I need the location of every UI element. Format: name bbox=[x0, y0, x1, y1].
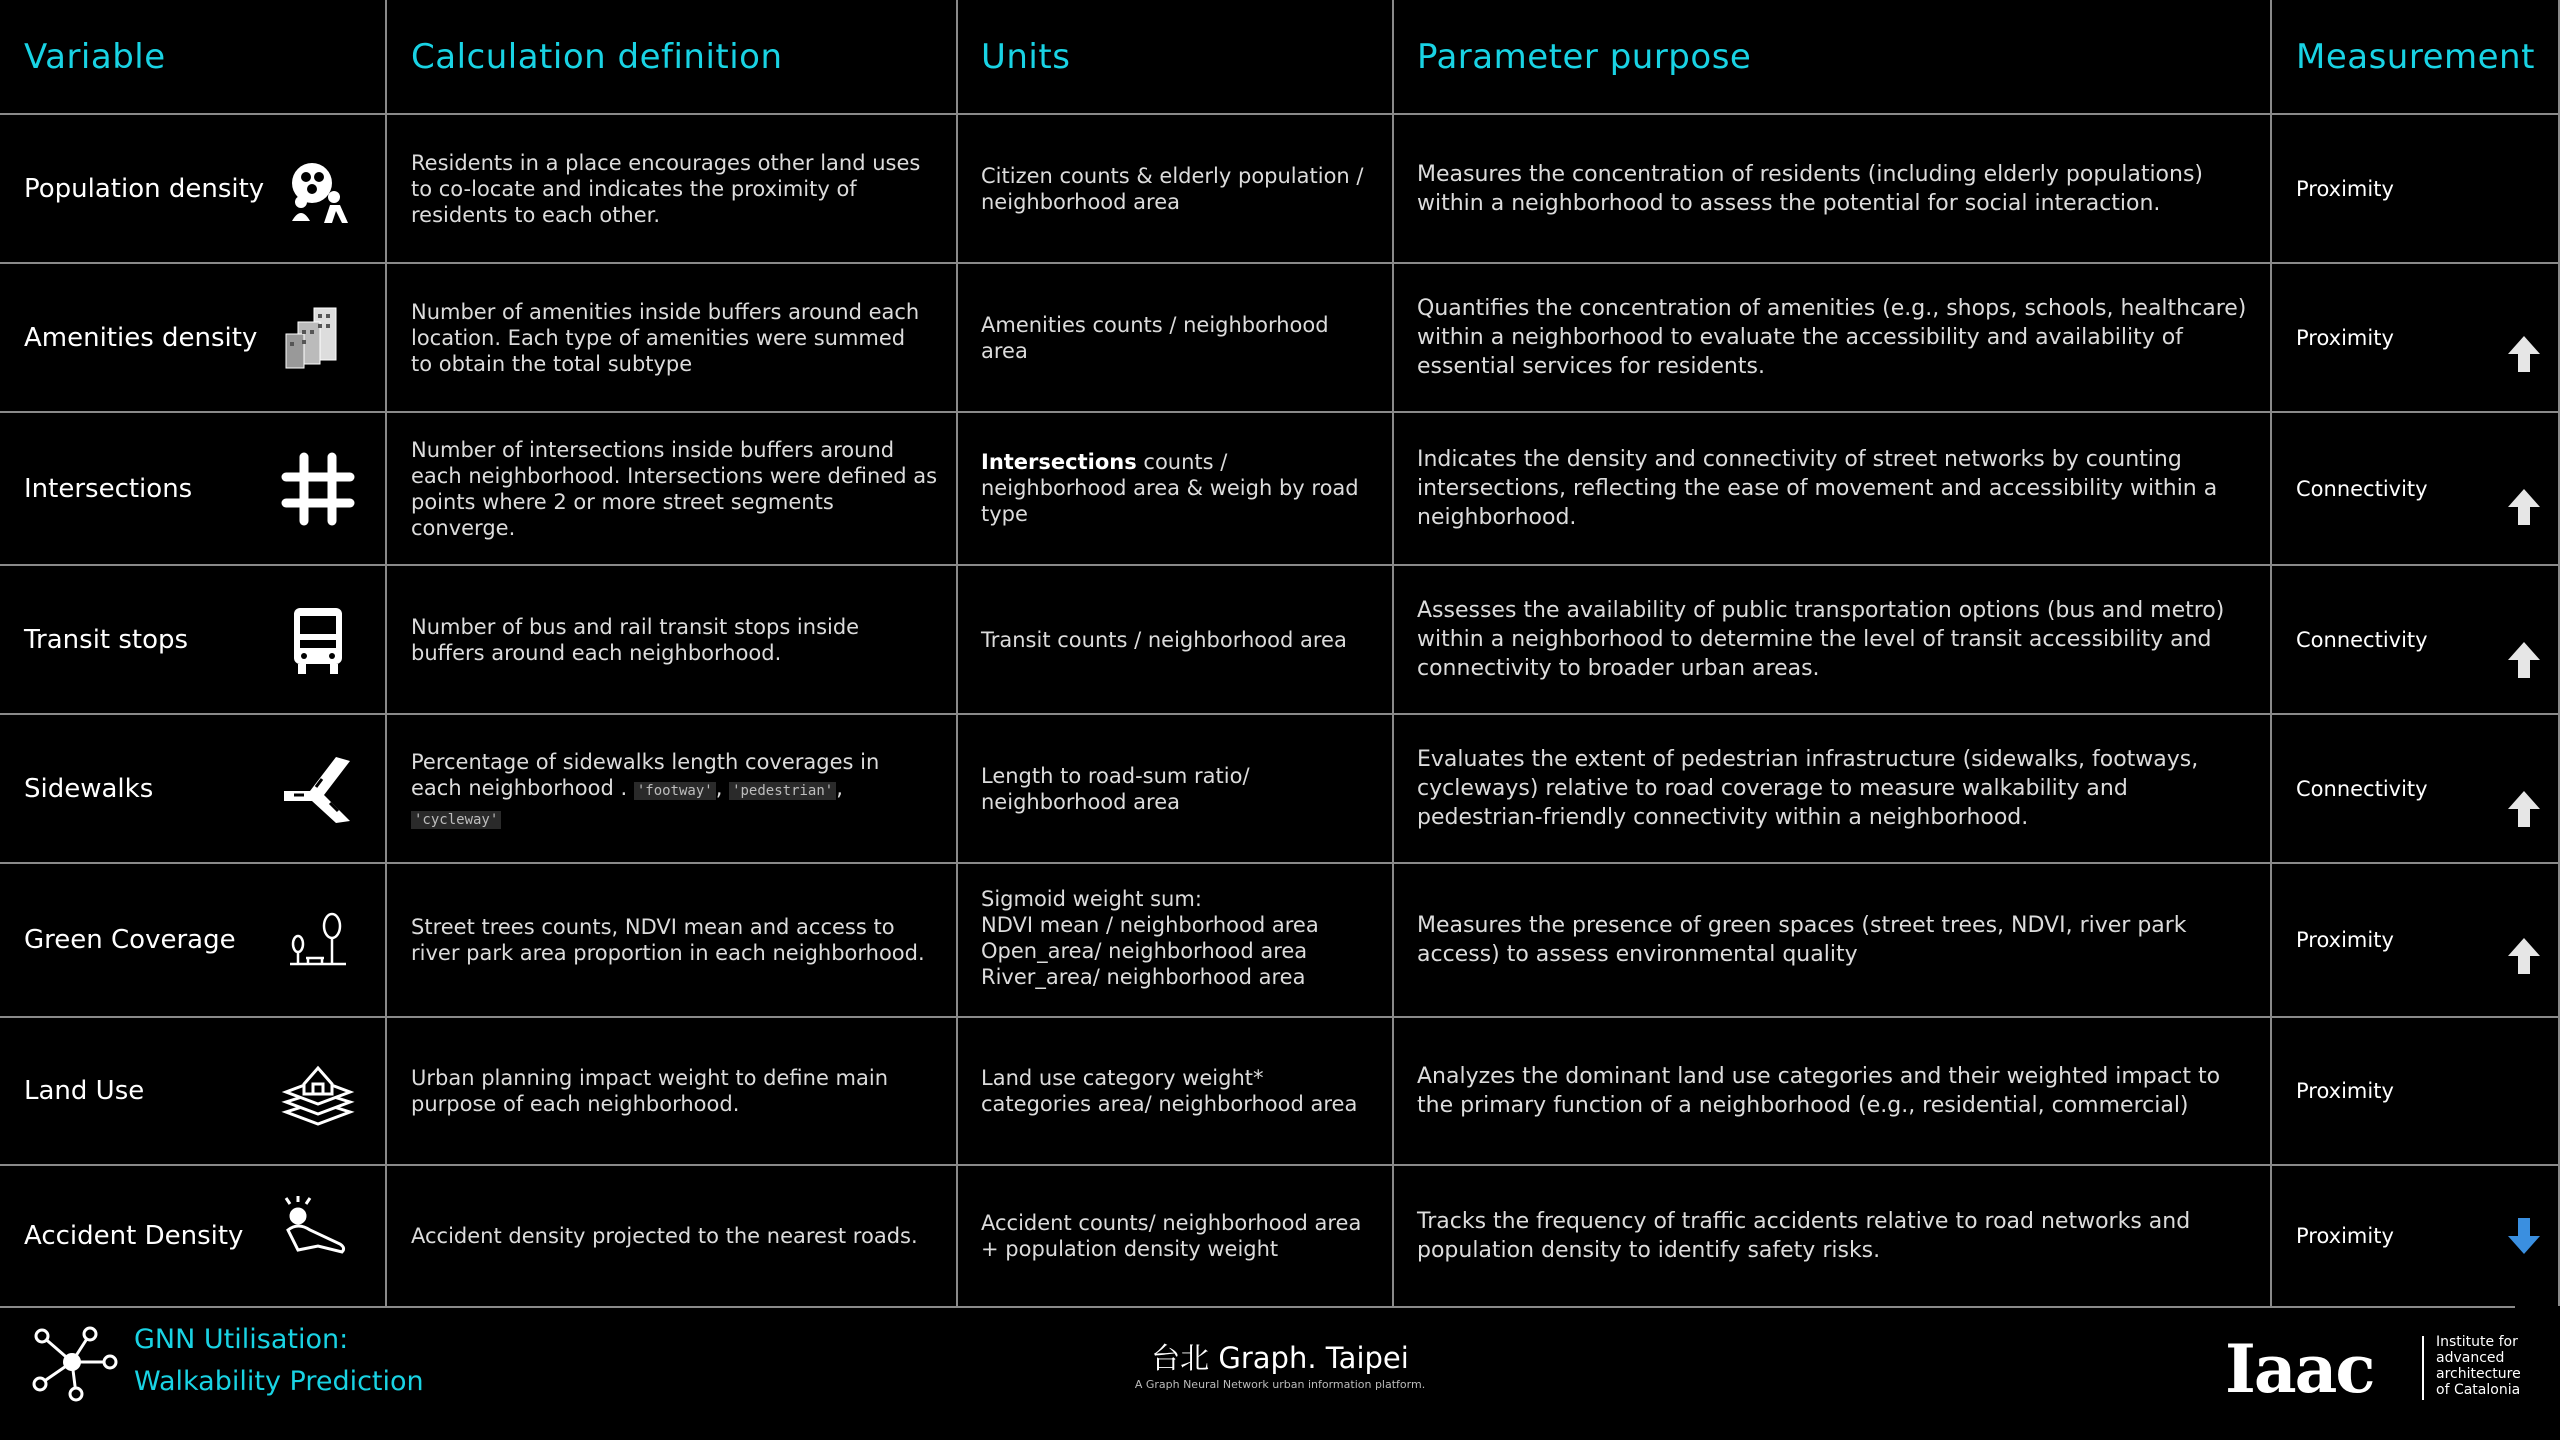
table-row bbox=[0, 413, 2560, 564]
table-row bbox=[0, 864, 2560, 1016]
table-row bbox=[0, 566, 2560, 713]
units-cell bbox=[981, 413, 1371, 564]
calculation-text: Number of bus and rail transit stops inside buffers around each neighborhood. bbox=[411, 614, 860, 665]
footer-title-line1: GNN Utilisation: bbox=[134, 1324, 349, 1355]
population-icon bbox=[280, 153, 356, 229]
brand-title: 台北 Graph. Taipei bbox=[1151, 1341, 1409, 1375]
measurement-label: Proximity bbox=[2296, 1224, 2394, 1248]
units-line: Open_area/ neighborhood area bbox=[981, 939, 1308, 963]
institute-line: architecture bbox=[2436, 1366, 2521, 1382]
units-text: Length to road-sum ratio/ neighborhood area bbox=[981, 763, 1250, 814]
purpose-text: Measures the concentration of residents (including elderly populations) within a neighborhood to assess the potential for social interaction. bbox=[1417, 161, 2204, 216]
measurement-label: Proximity bbox=[2296, 928, 2394, 952]
calculation-text: Urban planning impact weight to define main purpose of each neighborhood. bbox=[411, 1066, 889, 1116]
brand-subtitle: A Graph Neural Network urban information platform. bbox=[1134, 1378, 1426, 1391]
table-row bbox=[0, 1018, 2560, 1164]
logo-separator bbox=[2422, 1336, 2424, 1400]
calculation-text: Number of amenities inside buffers around each location. Each type of amenities were summed to obtain the total subtype bbox=[411, 299, 920, 376]
institute-name bbox=[2436, 1334, 2521, 1398]
units-text: Transit counts / neighborhood area bbox=[981, 627, 1347, 652]
purpose-text: Indicates the density and connectivity of street networks by counting intersections, reflecting the ease of movement and accessibility within a neighborhood. bbox=[1417, 447, 2218, 530]
units-bold: Intersections bbox=[981, 450, 1137, 474]
variable-name: Amenities density bbox=[24, 322, 258, 353]
units-text: Accident counts/ neighborhood area + population density weight bbox=[981, 1211, 1362, 1261]
calculation-text: Number of intersections inside buffers around each neighborhood. Intersections were defined as points where 2 or more street segments converge. bbox=[411, 437, 938, 540]
variable-name: Intersections bbox=[24, 473, 193, 504]
institute-line: of Catalonia bbox=[2436, 1382, 2521, 1398]
units-text: Land use category weight* categories area/ neighborhood area bbox=[981, 1066, 1358, 1116]
up-arrow-icon bbox=[2506, 640, 2542, 680]
institute-line: advanced bbox=[2436, 1350, 2505, 1366]
calculation-text: Residents in a place encourages other land uses to co-locate and indicates the proximity of residents to each other. bbox=[411, 150, 921, 227]
header-variable: Variable bbox=[24, 36, 166, 77]
calculation-text: Accident density projected to the nearest roads. bbox=[411, 1224, 918, 1248]
purpose-text: Quantifies the concentration of amenities (e.g., shops, schools, healthcare) within a neighborhood to evaluate the accessibility and availability of essential services for residents. bbox=[1417, 296, 2247, 379]
sidewalk-icon bbox=[280, 751, 356, 827]
purpose-text: Evaluates the extent of pedestrian infrastructure (sidewalks, footways, cycleways) relative to road coverage to measure walkability and pedestrian-friendly connectivity within a neighborhood. bbox=[1417, 747, 2199, 830]
variable-name: Sidewalks bbox=[24, 773, 154, 804]
purpose-text: Measures the presence of green spaces (street trees, NDVI, river park access) to assess environmental quality bbox=[1417, 913, 2187, 967]
down-arrow-icon bbox=[2506, 1216, 2542, 1256]
graph-network-icon bbox=[28, 1322, 118, 1404]
header-calculation: Calculation definition bbox=[411, 36, 783, 77]
purpose-text: Tracks the frequency of traffic accidents relative to road networks and population density to identify safety risks. bbox=[1417, 1209, 2191, 1263]
units-line: River_area/ neighborhood area bbox=[981, 965, 1306, 989]
variable-name: Land Use bbox=[24, 1076, 145, 1106]
header-units: Units bbox=[981, 36, 1071, 77]
variable-name: Population density bbox=[24, 173, 265, 204]
header-measurement: Measurement bbox=[2296, 36, 2535, 77]
institute-line: Institute for bbox=[2436, 1334, 2518, 1350]
measurement-label: Connectivity bbox=[2296, 627, 2428, 652]
up-arrow-icon bbox=[2506, 789, 2542, 829]
table-row bbox=[0, 115, 2560, 262]
footer bbox=[0, 1310, 2560, 1440]
variable-name: Transit stops bbox=[24, 624, 189, 655]
variable-name: Accident Density bbox=[24, 1221, 244, 1251]
up-arrow-icon bbox=[2506, 334, 2542, 374]
code-token: 'pedestrian' bbox=[729, 782, 836, 800]
bus-icon bbox=[280, 602, 356, 678]
row-divider bbox=[0, 1306, 2515, 1308]
intersection-grid-icon bbox=[280, 451, 356, 527]
calculation-cell: Percentage of sidewalks length coverages in each neighborhood . 'footway' , 'pedestrian' , 'cycleway' bbox=[411, 750, 880, 828]
buildings-icon bbox=[280, 300, 356, 376]
measurement-label: Connectivity bbox=[2296, 776, 2428, 801]
up-arrow-icon bbox=[2506, 487, 2542, 527]
purpose-text: Analyzes the dominant land use categories and their weighted impact to the primary function of a neighborhood (e.g., residential, commercial) bbox=[1417, 1064, 2221, 1118]
units-line: Sigmoid weight sum: bbox=[981, 887, 1202, 911]
code-token: 'cycleway' bbox=[411, 811, 501, 829]
table-row bbox=[0, 264, 2560, 411]
measurement-label: Proximity bbox=[2296, 1079, 2394, 1103]
variable-name: Green Coverage bbox=[24, 925, 236, 955]
calculation-text: Percentage of sidewalks length coverages in each neighborhood . bbox=[411, 750, 880, 800]
measurement-label: Proximity bbox=[2296, 325, 2394, 350]
measurement-label: Proximity bbox=[2296, 176, 2394, 201]
table-row bbox=[0, 1166, 2560, 1306]
up-arrow-icon bbox=[2506, 936, 2542, 976]
table-row bbox=[0, 715, 2560, 862]
trees-bench-icon bbox=[280, 904, 356, 980]
calculation-text: Street trees counts, NDVI mean and access to river park area proportion in each neighborhood. bbox=[411, 915, 925, 965]
purpose-text: Assesses the availability of public transportation options (bus and metro) within a neighborhood to determine the level of transit accessibility and connectivity to broader urban areas. bbox=[1417, 598, 2225, 681]
header-purpose: Parameter purpose bbox=[1417, 36, 1752, 77]
accident-icon bbox=[280, 1196, 356, 1272]
code-token: 'footway' bbox=[634, 782, 716, 800]
units-text: Citizen counts & elderly population / neighborhood area bbox=[981, 163, 1364, 214]
units-cell bbox=[981, 864, 1371, 1016]
units-text: Amenities counts / neighborhood area bbox=[981, 312, 1329, 363]
units-line: NDVI mean / neighborhood area bbox=[981, 913, 1319, 937]
land-use-layers-icon bbox=[280, 1052, 356, 1128]
measurement-label: Connectivity bbox=[2296, 476, 2428, 501]
iaac-logo: Iaac bbox=[2225, 1330, 2374, 1408]
footer-title-line2: Walkability Prediction bbox=[134, 1366, 424, 1397]
units-text: counts / neighborhood area & weigh by road type bbox=[981, 450, 1359, 526]
